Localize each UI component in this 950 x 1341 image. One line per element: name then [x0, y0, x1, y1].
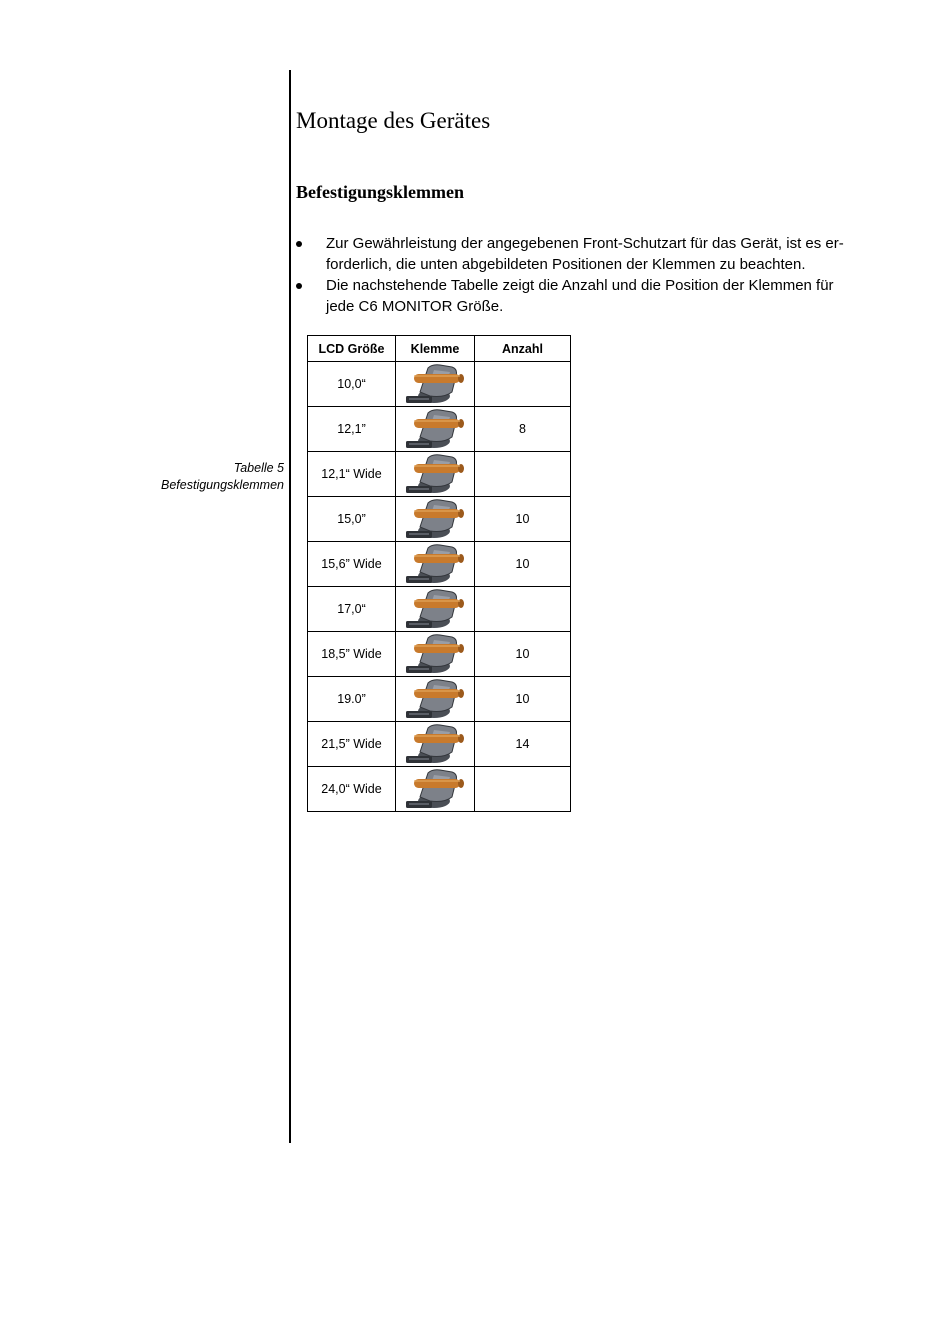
count-cell — [475, 767, 571, 812]
count-cell: 14 — [475, 722, 571, 767]
lcd-size-cell: 12,1” — [308, 407, 396, 452]
clamp-cell — [396, 677, 475, 722]
table-row — [308, 767, 571, 812]
table-row — [308, 407, 571, 452]
clamp-cell — [396, 722, 475, 767]
clamp-cell — [396, 407, 475, 452]
clamp-cell — [396, 452, 475, 497]
lcd-size-cell: 17,0“ — [308, 587, 396, 632]
count-cell — [475, 452, 571, 497]
column-header: Klemme — [396, 336, 475, 362]
table-row — [308, 497, 571, 542]
table-caption — [130, 460, 284, 494]
lcd-size-cell: 15,0” — [308, 497, 396, 542]
margin-rule — [289, 70, 291, 1143]
clamp-icon — [404, 587, 466, 631]
bullet-text: Zur Gewährleistung der angegebenen Front-Schutzart für das Gerät, ist es er-forderlich, die unten abgebildeten Positionen der Klemmen zu beachten. — [326, 235, 844, 273]
clamp-cell — [396, 767, 475, 812]
count-cell — [475, 362, 571, 407]
clamp-cell — [396, 542, 475, 587]
bullet-icon — [296, 241, 302, 247]
lcd-size-cell: 10,0“ — [308, 362, 396, 407]
page-title: Montage des Gerätes — [296, 108, 491, 133]
bullet-icon — [296, 283, 302, 289]
lcd-size-cell: 15,6” Wide — [308, 542, 396, 587]
clamp-cell — [396, 632, 475, 677]
table-row — [308, 362, 571, 407]
lcd-size-cell: 24,0“ Wide — [308, 767, 396, 812]
lcd-size-cell: 12,1“ Wide — [308, 452, 396, 497]
count-cell: 10 — [475, 677, 571, 722]
table-row — [308, 632, 571, 677]
bullet-item — [296, 233, 856, 275]
clamp-cell — [396, 362, 475, 407]
lcd-size-cell: 19.0” — [308, 677, 396, 722]
clamp-table — [307, 335, 571, 812]
table-row — [308, 722, 571, 767]
table-row — [308, 587, 571, 632]
table-header-row — [308, 336, 571, 362]
clamp-icon — [404, 542, 466, 586]
column-header: LCD Größe — [308, 336, 396, 362]
bullet-item — [296, 275, 856, 317]
clamp-icon — [404, 632, 466, 676]
lcd-size-cell: 21,5” Wide — [308, 722, 396, 767]
clamp-icon — [404, 407, 466, 451]
count-cell: 10 — [475, 632, 571, 677]
clamp-icon — [404, 767, 466, 811]
table-row — [308, 542, 571, 587]
table-row — [308, 452, 571, 497]
clamp-icon — [404, 677, 466, 721]
lcd-size-cell: 18,5” Wide — [308, 632, 396, 677]
count-cell: 10 — [475, 542, 571, 587]
bullet-text: Die nachstehende Tabelle zeigt die Anzahl und die Position der Klemmen für jede C6 MONITOR Größe. — [326, 277, 834, 315]
count-cell — [475, 587, 571, 632]
column-header: Anzahl — [475, 336, 571, 362]
table-body — [308, 362, 571, 812]
clamp-icon — [404, 722, 466, 766]
clamp-icon — [404, 362, 466, 406]
caption-line: Befestigungsklemmen — [161, 478, 284, 492]
caption-line: Tabelle 5 — [233, 461, 284, 475]
clamp-icon — [404, 452, 466, 496]
count-cell: 10 — [475, 497, 571, 542]
clamp-cell — [396, 497, 475, 542]
table-row — [308, 677, 571, 722]
section-title: Befestigungsklemmen — [296, 182, 464, 202]
count-cell: 8 — [475, 407, 571, 452]
bullet-list — [296, 233, 856, 317]
clamp-icon — [404, 497, 466, 541]
clamp-cell — [396, 587, 475, 632]
